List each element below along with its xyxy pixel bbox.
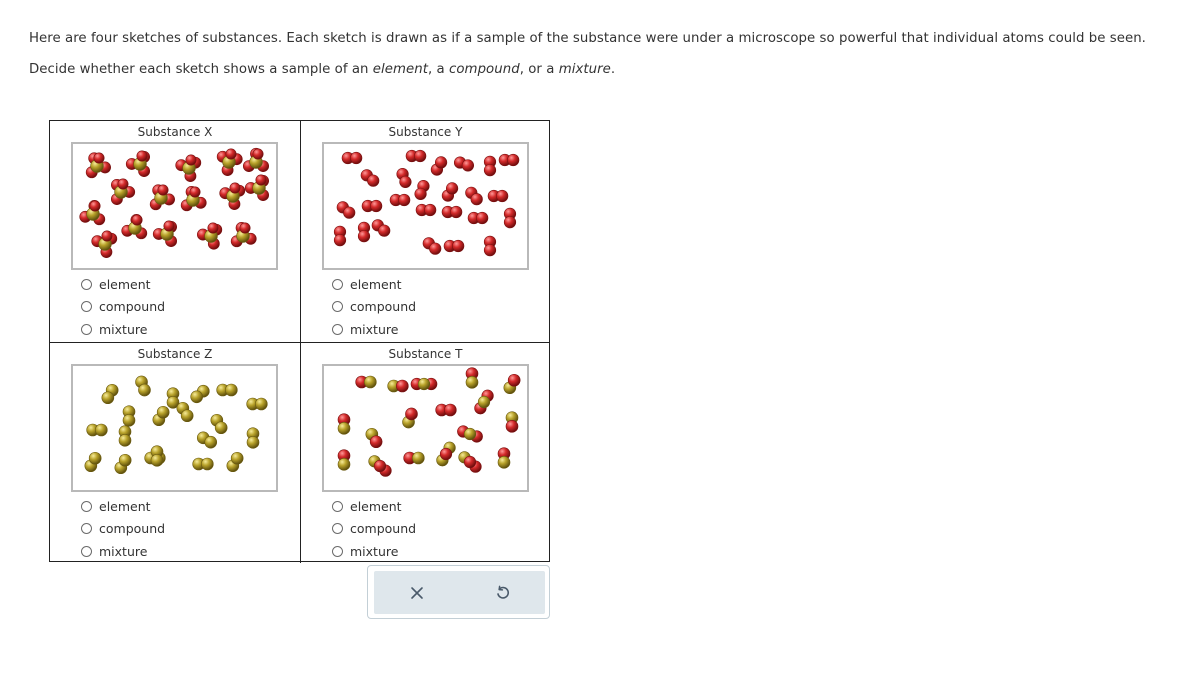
substance-t-molecules [324,366,527,490]
substance-y-options [332,273,416,341]
radio-button[interactable] [332,501,343,512]
radio-button[interactable] [332,546,343,557]
substance-x-element-option[interactable]: element [81,273,165,296]
substance-x-mixture-option[interactable]: mixture [81,318,165,341]
radio-button[interactable] [332,324,343,335]
substance-x-cell [50,121,300,342]
undo-icon [495,585,511,601]
instructions-line-2: Decide whether each sketch shows a sample of an element, a compound, or a mixture. [29,62,616,77]
substance-z-mixture-option[interactable]: mixture [81,540,165,563]
substance-t-mixture-option[interactable]: mixture [332,540,416,563]
radio-button[interactable] [81,324,92,335]
substance-t-title: Substance T [388,347,463,361]
answer-toolbar-inner [374,571,545,614]
substance-x-sketch [71,142,278,270]
substance-z-compound-option[interactable]: compound [81,518,165,541]
term-compound: compound [449,62,520,77]
substance-t-options [332,495,416,563]
radio-button[interactable] [81,501,92,512]
substance-x-options [81,273,165,341]
radio-button[interactable] [332,301,343,312]
term-element: element [372,62,428,77]
substance-y-compound-option[interactable]: compound [332,296,416,319]
reset-button[interactable] [460,571,545,614]
substance-y-mixture-option[interactable]: mixture [332,318,416,341]
substance-y-molecules [324,144,527,268]
substance-z-molecules [73,366,276,490]
substance-y-title: Substance Y [388,125,463,139]
answer-toolbar [367,565,550,619]
radio-button[interactable] [81,279,92,290]
radio-button[interactable] [81,523,92,534]
substance-x-compound-option[interactable]: compound [81,296,165,319]
substance-x-title: Substance X [137,125,213,139]
radio-button[interactable] [332,523,343,534]
term-mixture: mixture [558,62,611,77]
x-icon [410,586,424,600]
instructions-line-1: Here are four sketches of substances. Each sketch is drawn as if a sample of the substance were under a microscope so powerful that individual atoms could be seen. [29,31,1146,46]
instructions [29,30,1169,78]
substance-y-element-option[interactable]: element [332,273,416,296]
radio-button[interactable] [332,279,343,290]
substance-y-sketch [322,142,529,270]
substance-t-sketch [322,364,529,492]
substance-t-compound-option[interactable]: compound [332,518,416,541]
substance-z-title: Substance Z [137,347,213,361]
substance-z-element-option[interactable]: element [81,495,165,518]
radio-button[interactable] [81,546,92,557]
substance-grid [49,120,550,562]
substance-z-sketch [71,364,278,492]
substance-y-cell [300,121,550,342]
clear-button[interactable] [374,571,459,614]
substance-t-cell [300,342,550,563]
substance-t-element-option[interactable]: element [332,495,416,518]
substance-x-molecules [73,144,276,268]
substance-z-cell [50,342,300,563]
substance-z-options [81,495,165,563]
radio-button[interactable] [81,301,92,312]
